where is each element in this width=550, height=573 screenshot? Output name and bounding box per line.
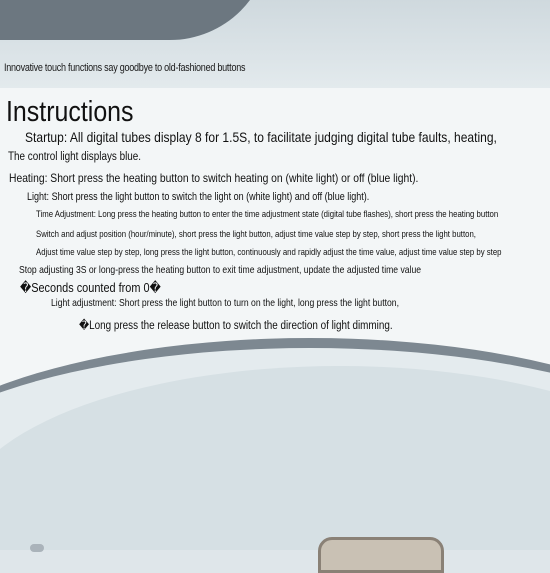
- instruction-line: The control light displays blue.: [8, 151, 142, 163]
- instruction-line: Heating: Short press the heating button to switch heating on (white light) or off (blue light).: [9, 171, 419, 185]
- instruction-line: Startup: All digital tubes display 8 for 1.5S, to facilitate judging digital tube faults, heating,: [25, 129, 497, 145]
- instruction-line: Light adjustment: Short press the light button to turn on the light, long press the light button,: [51, 297, 399, 309]
- instruction-line: Adjust time value step by step, long press the light button, continuously and rapidly adjust the time value, adjust time value step by step: [36, 247, 502, 258]
- instruction-line: �Seconds counted from 0�: [20, 280, 161, 295]
- instruction-line: Time Adjustment: Long press the heating button to enter the time adjustment state (digital tube flashes), short press the heating button: [36, 209, 499, 220]
- header-band: [0, 0, 550, 88]
- product-image-fragment: [318, 537, 444, 573]
- instructions-title: Instructions: [6, 96, 134, 128]
- instruction-line: Switch and adjust position (hour/minute), short press the light button, adjust time value step by step, short press the light button,: [36, 229, 476, 240]
- instruction-line: Light: Short press the light button to switch the light on (white light) and off (blue light).: [27, 191, 370, 203]
- tagline: Innovative touch functions say goodbye to old-fashioned buttons: [4, 62, 246, 74]
- header-decorative-shape: [0, 0, 270, 40]
- instruction-line: Stop adjusting 3S or long-press the heating button to exit time adjustment, update the adjusted time value: [19, 264, 422, 276]
- instruction-line: �Long press the release button to switch the direction of light dimming.: [79, 320, 393, 332]
- decorative-dot: [30, 544, 44, 552]
